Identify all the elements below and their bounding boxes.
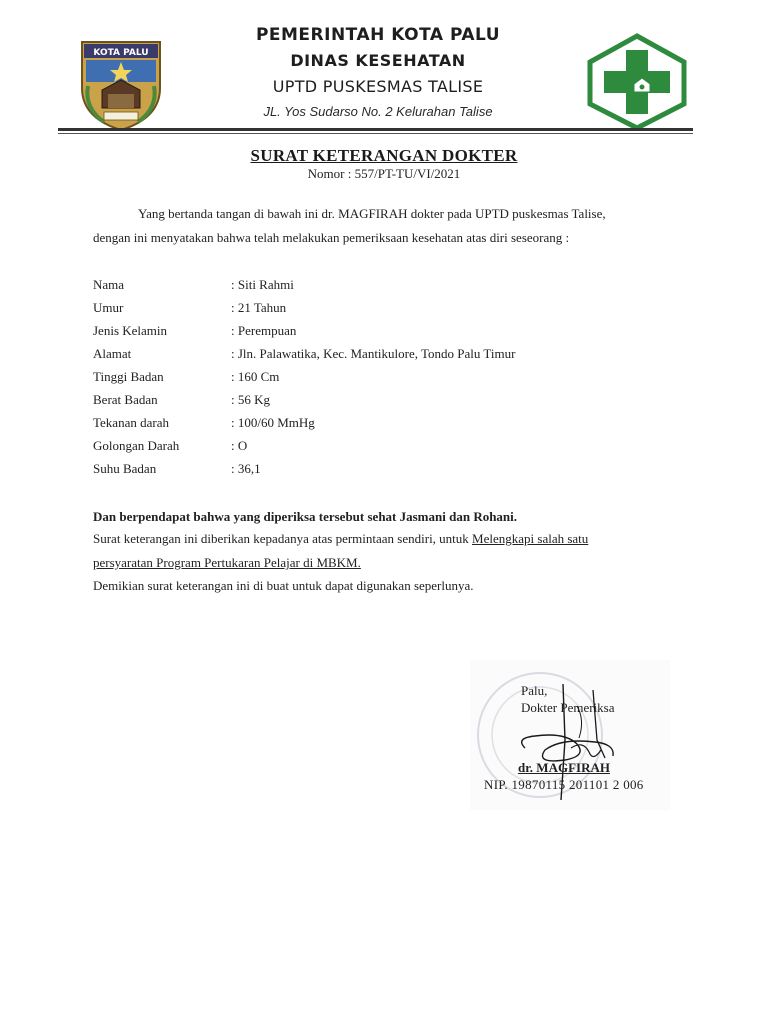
crest-text: KOTA PALU — [93, 48, 149, 58]
signature-nip: NIP. 19870115 201101 2 006 — [484, 777, 644, 792]
signature-name: dr. MAGFIRAH — [518, 760, 610, 775]
field-label-nama: Nama — [93, 277, 125, 292]
puskesmas-cross-icon — [584, 32, 690, 132]
intro-line-2: dengan ini menyatakan bahwa telah melakukan pemeriksaan kesehatan atas diri seseorang : — [93, 230, 570, 245]
field-value-umur: : 21 Tahun — [231, 300, 287, 315]
intro-line-1: Yang bertanda tangan di bawah ini dr. MAGFIRAH dokter pada UPTD puskesmas Talise, — [138, 206, 606, 221]
field-label-jenis-kelamin: Jenis Kelamin — [93, 323, 168, 338]
health-conclusion: Dan berpendapat bahwa yang diperiksa tersebut sehat Jasmani dan Rohani. — [93, 509, 518, 524]
field-label-tinggi-badan: Tinggi Badan — [93, 369, 164, 384]
field-value-alamat: : Jln. Palawatika, Kec. Mantikulore, Tondo Palu Timur — [231, 346, 516, 361]
letterhead-unit: UPTD PUSKESMAS TALISE — [272, 77, 484, 96]
field-label-golongan-darah: Golongan Darah — [93, 438, 180, 453]
field-label-tekanan-darah: Tekanan darah — [93, 415, 169, 430]
field-label-alamat: Alamat — [93, 346, 132, 361]
field-label-suhu-badan: Suhu Badan — [93, 461, 157, 476]
field-value-nama: : Siti Rahmi — [231, 277, 294, 292]
field-value-tinggi-badan: : 160 Cm — [231, 369, 280, 384]
purpose-line-1 — [93, 531, 588, 547]
field-value-golongan-darah: : O — [231, 438, 248, 453]
letterhead-divider-thick — [58, 128, 693, 131]
field-value-jenis-kelamin: : Perempuan — [231, 323, 297, 338]
document-number: Nomor : 557/PT-TU/VI/2021 — [307, 166, 461, 181]
city-crest-icon — [74, 38, 168, 132]
field-label-umur: Umur — [93, 300, 124, 315]
field-value-berat-badan: : 56 Kg — [231, 392, 270, 407]
letterhead-address: JL. Yos Sudarso No. 2 Kelurahan Talise — [263, 104, 493, 119]
letterhead-government: PEMERINTAH KOTA PALU — [255, 25, 501, 45]
purpose-prefix: Surat keterangan ini diberikan kepadanya atas permintaan sendiri, untuk — [93, 531, 473, 546]
signature-role: Dokter Pemeriksa — [521, 700, 615, 715]
field-value-suhu-badan: : 36,1 — [231, 461, 261, 476]
letterhead-divider-thin — [58, 133, 693, 134]
signature-place: Palu, — [521, 683, 548, 698]
field-value-tekanan-darah: : 100/60 MmHg — [231, 415, 315, 430]
purpose-underlined-1: Melengkapi salah satu — [472, 531, 589, 546]
document-title: SURAT KETERANGAN DOKTER — [250, 146, 518, 165]
purpose-underlined-2: persyaratan Program Pertukaran Pelajar di MBKM. — [93, 555, 361, 570]
letterhead-department: DINAS KESEHATAN — [290, 51, 466, 70]
closing-statement: Demikian surat keterangan ini di buat untuk dapat digunakan seperlunya. — [93, 578, 474, 593]
field-label-berat-badan: Berat Badan — [93, 392, 158, 407]
